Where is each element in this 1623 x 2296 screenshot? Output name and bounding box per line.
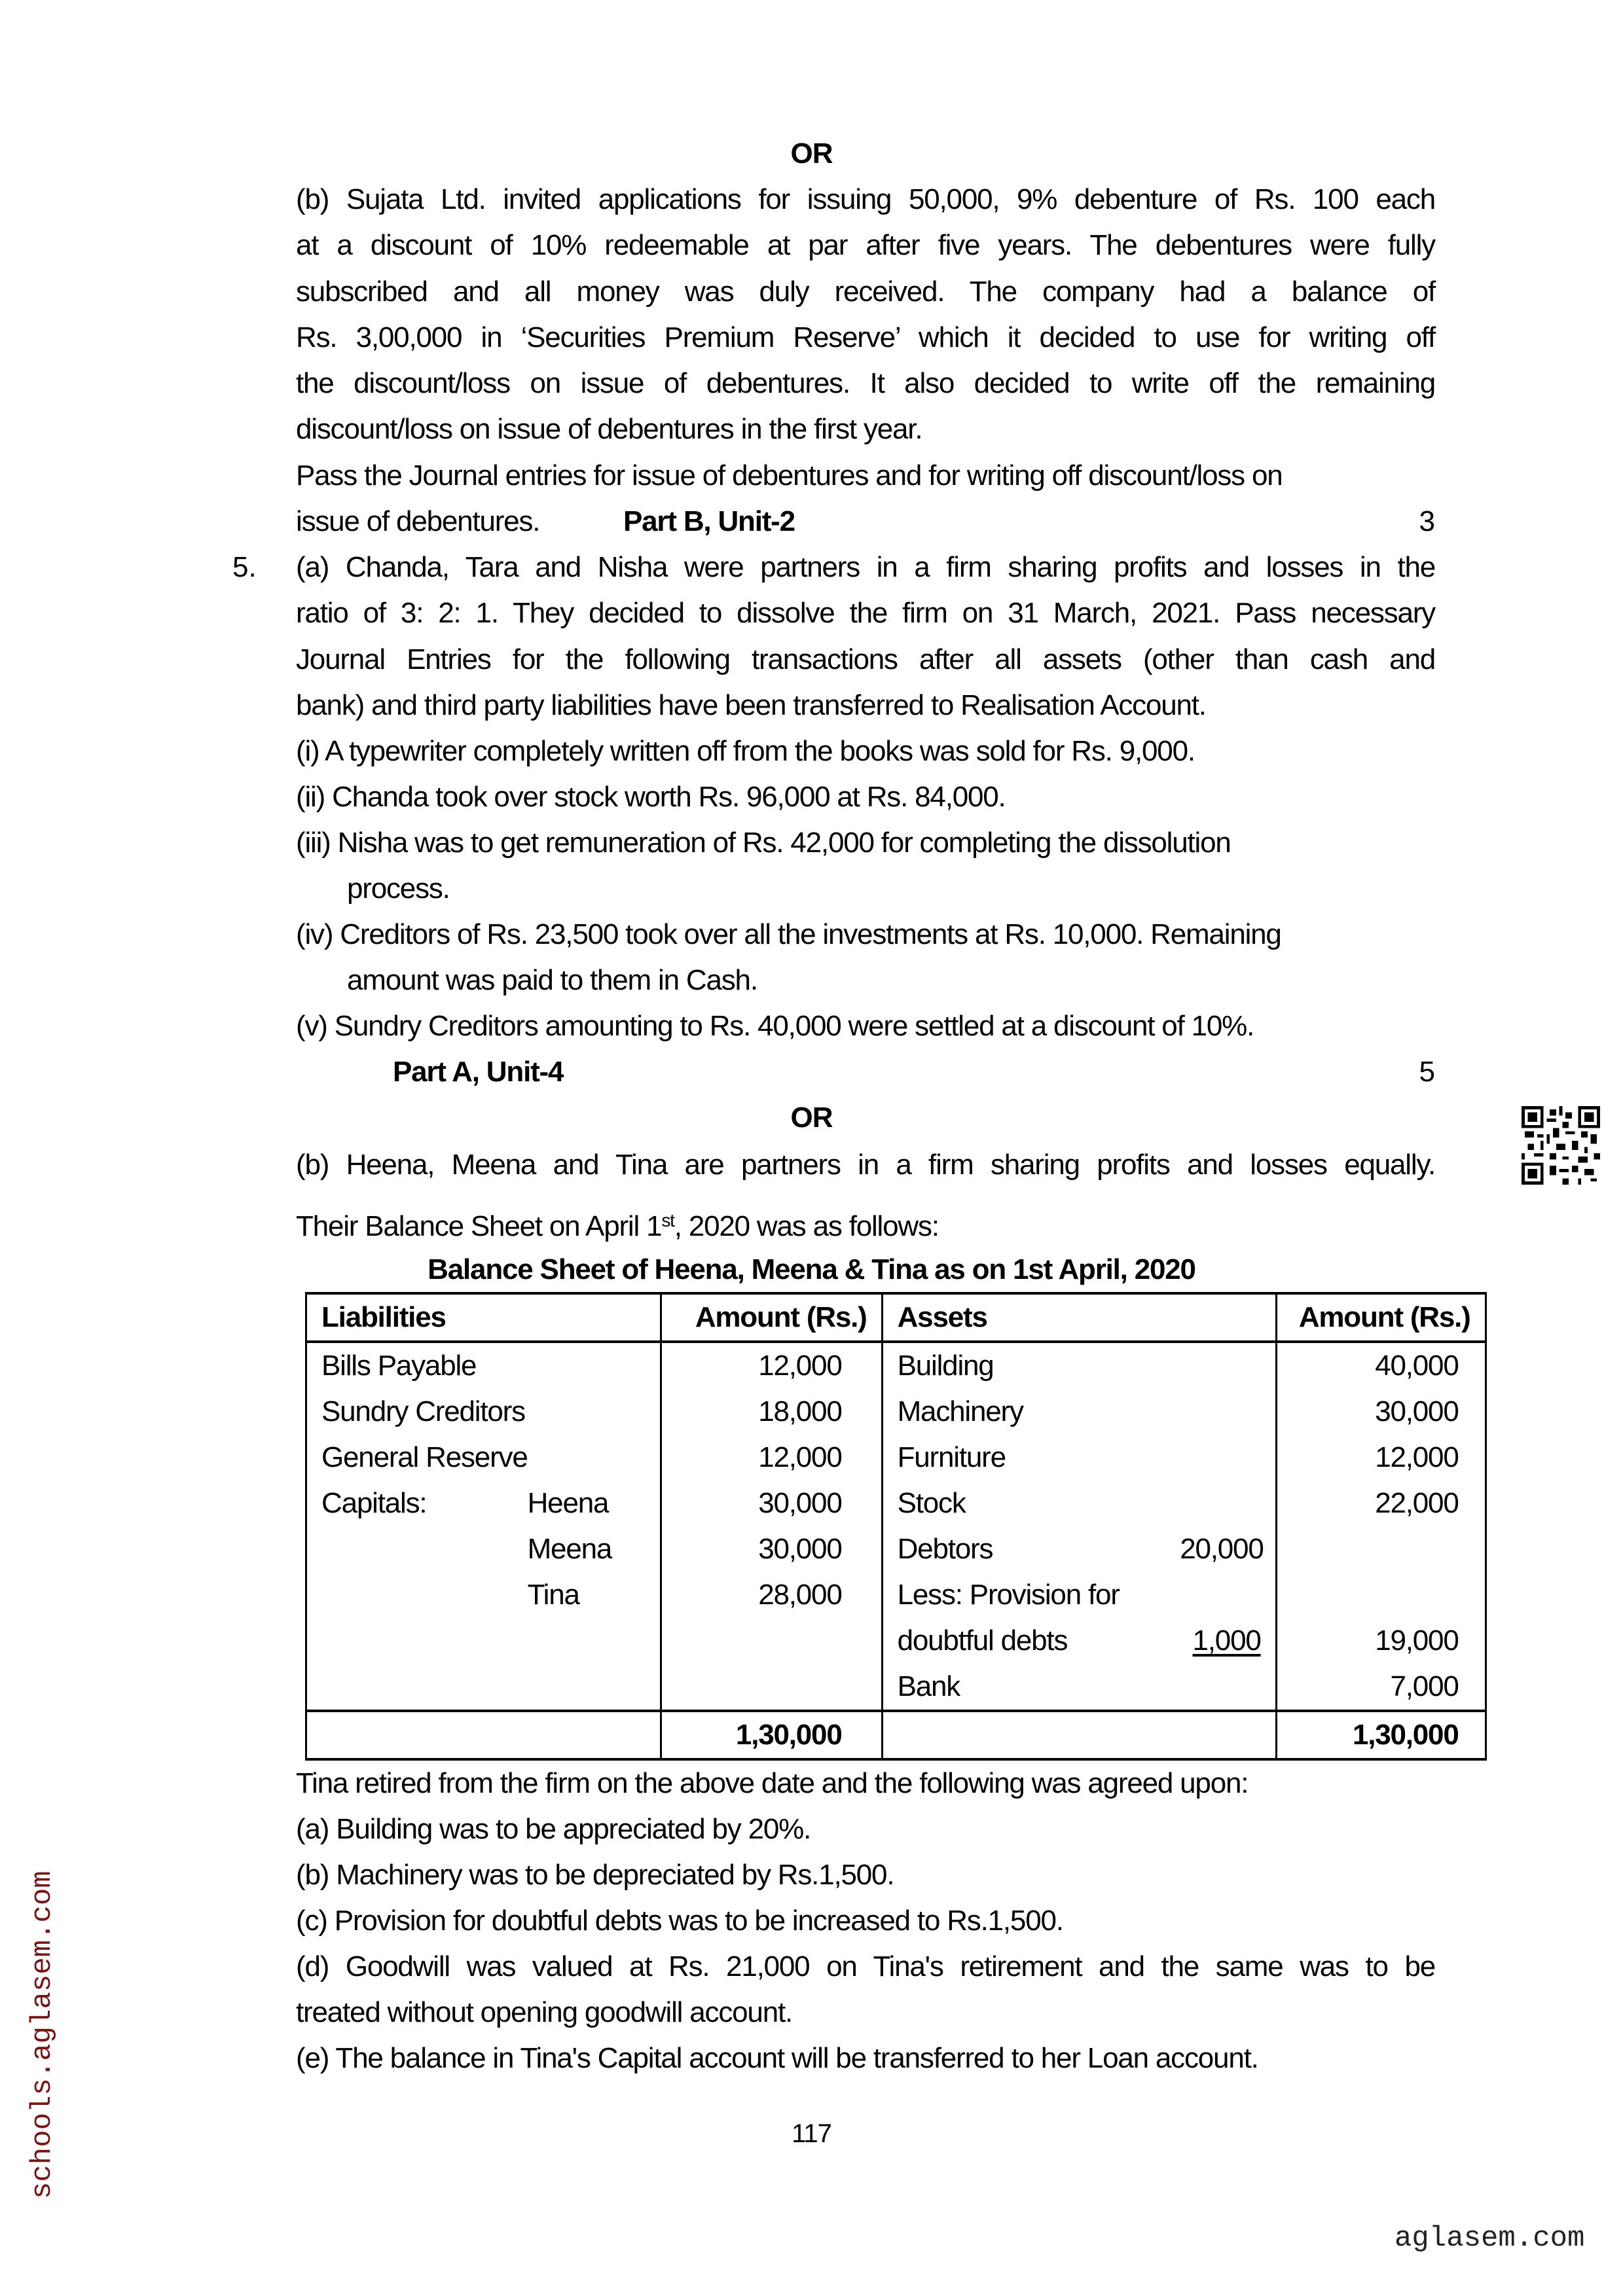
- asset-name: Bank: [897, 1670, 960, 1702]
- liability-sub: [528, 1435, 646, 1480]
- asset-cell: [882, 1389, 1276, 1435]
- q4b-line: discount/loss on issue of debentures in the first year.: [296, 413, 922, 446]
- liability-cell: [306, 1342, 661, 1389]
- liability-amount: 30,000: [661, 1526, 882, 1572]
- liability-sub: Meena: [527, 1533, 612, 1565]
- q4b-line: the discount/loss on issue of debentures. It also decided to write off the remaining: [296, 367, 1435, 400]
- q5b-term-a: (a) Building was to be appreciated by 20%.: [296, 1813, 811, 1845]
- q4b-instruction-2: issue of debentures.: [296, 505, 540, 537]
- q5b-line-2-sup: st: [661, 1210, 674, 1230]
- liability-amount: 18,000: [661, 1389, 882, 1435]
- watermark-side: schools.aglasem.com: [26, 1871, 59, 2199]
- total-assets: 1,30,000: [1276, 1711, 1486, 1759]
- q4b-marks: 3: [1419, 505, 1435, 537]
- liability-amount: [661, 1664, 882, 1711]
- q5a-line: Journal Entries for the following transactions after all assets (other than cash and: [296, 643, 1435, 675]
- asset-amount: 7,000: [1276, 1664, 1486, 1711]
- asset-cell: [882, 1618, 1276, 1664]
- q5b-line-2-post: , 2020 was as follows:: [674, 1210, 939, 1242]
- asset-sub-underlined: 1,000: [1192, 1624, 1261, 1657]
- watermark-bottom: aglasem.com: [1395, 2222, 1585, 2255]
- total-asset-label: [882, 1711, 1276, 1759]
- or-divider-1: OR: [790, 137, 833, 170]
- q5b-term-d-cont: treated without opening goodwill account.: [296, 1996, 793, 2028]
- liability-cell: [306, 1480, 661, 1526]
- q4b-line: at a discount of 10% redeemable at par after five years. The debentures were fully: [296, 229, 1435, 262]
- liability-sub: Heena: [527, 1487, 609, 1519]
- asset-amount: 22,000: [1276, 1480, 1486, 1526]
- asset-amount: [1276, 1526, 1486, 1572]
- liability-cell: [306, 1664, 661, 1711]
- qr-code-icon: [1522, 1106, 1600, 1185]
- header-asset-amount: Amount (Rs.): [1276, 1293, 1486, 1342]
- q5a-item-i: (i) A typewriter completely written off from the books was sold for Rs. 9,000.: [296, 735, 1195, 767]
- liability-sub: Tina: [527, 1579, 579, 1611]
- asset-name: Furniture: [897, 1441, 1006, 1473]
- asset-cell: [882, 1664, 1276, 1711]
- asset-amount: 12,000: [1276, 1435, 1486, 1480]
- q5a-marks: 5: [1419, 1056, 1435, 1088]
- asset-amount: 19,000: [1276, 1618, 1486, 1664]
- q4b-instruction: Pass the Journal entries for issue of debentures and for writing off discount/loss on: [296, 459, 1283, 492]
- q5b-line-2-pre: Their Balance Sheet on April 1: [296, 1210, 662, 1242]
- asset-amount: 40,000: [1276, 1342, 1486, 1389]
- liability-sub: [528, 1389, 646, 1435]
- q5a-item-iv-cont: amount was paid to them in Cash.: [347, 964, 757, 996]
- q4b-unit-label: Part B, Unit-2: [623, 505, 795, 537]
- liability-cell: [306, 1572, 661, 1618]
- liability-cell: [306, 1618, 661, 1664]
- total-liabilities: 1,30,000: [661, 1711, 882, 1759]
- asset-sub: 20,000: [1180, 1533, 1264, 1565]
- table-row: [306, 1435, 1486, 1480]
- q5a-item-v: (v) Sundry Creditors amounting to Rs. 40,000 were settled at a discount of 10%.: [296, 1010, 1254, 1042]
- table-total-row: [306, 1711, 1486, 1759]
- q5a-item-iv: (iv) Creditors of Rs. 23,500 took over all the investments at Rs. 10,000. Remaining: [296, 918, 1281, 950]
- q5a-item-iii: (iii) Nisha was to get remuneration of Rs. 42,000 for completing the dissolution: [296, 827, 1231, 859]
- asset-amount: [1276, 1572, 1486, 1618]
- balance-sheet-title: Balance Sheet of Heena, Meena & Tina as on 1st April, 2020: [428, 1253, 1195, 1285]
- asset-cell: [882, 1526, 1276, 1572]
- liability-cell: [306, 1435, 661, 1480]
- asset-name: Stock: [897, 1487, 966, 1519]
- liability-name: Bills Payable: [321, 1350, 477, 1382]
- header-assets: Assets: [882, 1293, 1276, 1342]
- question-4b-text: [296, 177, 1435, 453]
- or-divider-2: OR: [790, 1102, 833, 1134]
- q5a-line: bank) and third party liabilities have been transferred to Realisation Account.: [296, 689, 1206, 721]
- liability-amount: [661, 1618, 882, 1664]
- liability-amount: 28,000: [661, 1572, 882, 1618]
- asset-name: Building: [897, 1350, 994, 1382]
- q5b-intro: Tina retired from the firm on the above date and the following was agreed upon:: [296, 1767, 1249, 1799]
- q5a-line: ratio of 3: 2: 1. They decided to dissolve the firm on 31 March, 2021. Pass necessary: [296, 597, 1435, 630]
- liability-cell: [306, 1526, 661, 1572]
- table-row: [306, 1664, 1486, 1711]
- q5a-item-ii: (ii) Chanda took over stock worth Rs. 96,000 at Rs. 84,000.: [296, 781, 1006, 813]
- asset-cell: [882, 1435, 1276, 1480]
- header-liab-amount: Amount (Rs.): [661, 1293, 882, 1342]
- liability-name: Capitals:: [321, 1487, 427, 1519]
- asset-cell: [882, 1480, 1276, 1526]
- asset-cell: [882, 1342, 1276, 1389]
- liability-amount: 12,000: [661, 1435, 882, 1480]
- asset-name: Less: Provision for: [897, 1579, 1120, 1611]
- q5b-term-c: (c) Provision for doubtful debts was to be increased to Rs.1,500.: [296, 1905, 1063, 1937]
- q4b-line: Rs. 3,00,000 in ‘Securities Premium Reserve’ which it decided to use for writing off: [296, 321, 1435, 353]
- q4b-line: (b) Sujata Ltd. invited applications for issuing 50,000, 9% debenture of Rs. 100 each: [296, 183, 1435, 215]
- q5a-item-iii-cont: process.: [347, 872, 450, 905]
- asset-amount: 30,000: [1276, 1389, 1486, 1435]
- q4b-line: subscribed and all money was duly received. The company had a balance of: [296, 275, 1435, 308]
- table-row: [306, 1342, 1486, 1389]
- q5b-term-d: (d) Goodwill was valued at Rs. 21,000 on Tina's retirement and the same was to be: [296, 1950, 1435, 1982]
- asset-cell: [882, 1572, 1276, 1618]
- table-row: [306, 1618, 1486, 1664]
- question-5a-text: [296, 545, 1435, 728]
- liability-amount: 12,000: [661, 1342, 882, 1389]
- total-liab-label: [306, 1711, 661, 1759]
- liability-amount: 30,000: [661, 1480, 882, 1526]
- table-header-row: [306, 1293, 1486, 1342]
- header-liabilities: Liabilities: [306, 1293, 661, 1342]
- asset-name: Machinery: [897, 1395, 1023, 1427]
- table-row: [306, 1389, 1486, 1435]
- asset-name: doubtful debts: [897, 1624, 1068, 1657]
- liability-cell: [306, 1389, 661, 1435]
- q5a-unit-label: Part A, Unit-4: [393, 1056, 564, 1088]
- liability-name: General Reserve: [321, 1441, 528, 1473]
- page-number: 117: [792, 2119, 831, 2148]
- q5b-line-2: [296, 1198, 939, 1249]
- q5a-line: (a) Chanda, Tara and Nisha were partners in a firm sharing profits and losses in the: [296, 551, 1435, 583]
- asset-name: Debtors: [897, 1533, 993, 1565]
- q5b-line-1: (b) Heena, Meena and Tina are partners in a firm sharing profits and losses equally.: [296, 1149, 1435, 1181]
- q5b-term-b: (b) Machinery was to be depreciated by Rs.1,500.: [296, 1859, 894, 1891]
- liability-sub: [528, 1343, 646, 1389]
- balance-sheet-table: [305, 1292, 1487, 1761]
- question-number-5: 5.: [232, 551, 257, 583]
- table-row: [306, 1526, 1486, 1572]
- liability-name: Sundry Creditors: [321, 1395, 525, 1427]
- table-row: [306, 1572, 1486, 1618]
- table-row: [306, 1480, 1486, 1526]
- q5b-term-e: (e) The balance in Tina's Capital account will be transferred to her Loan account.: [296, 2042, 1258, 2074]
